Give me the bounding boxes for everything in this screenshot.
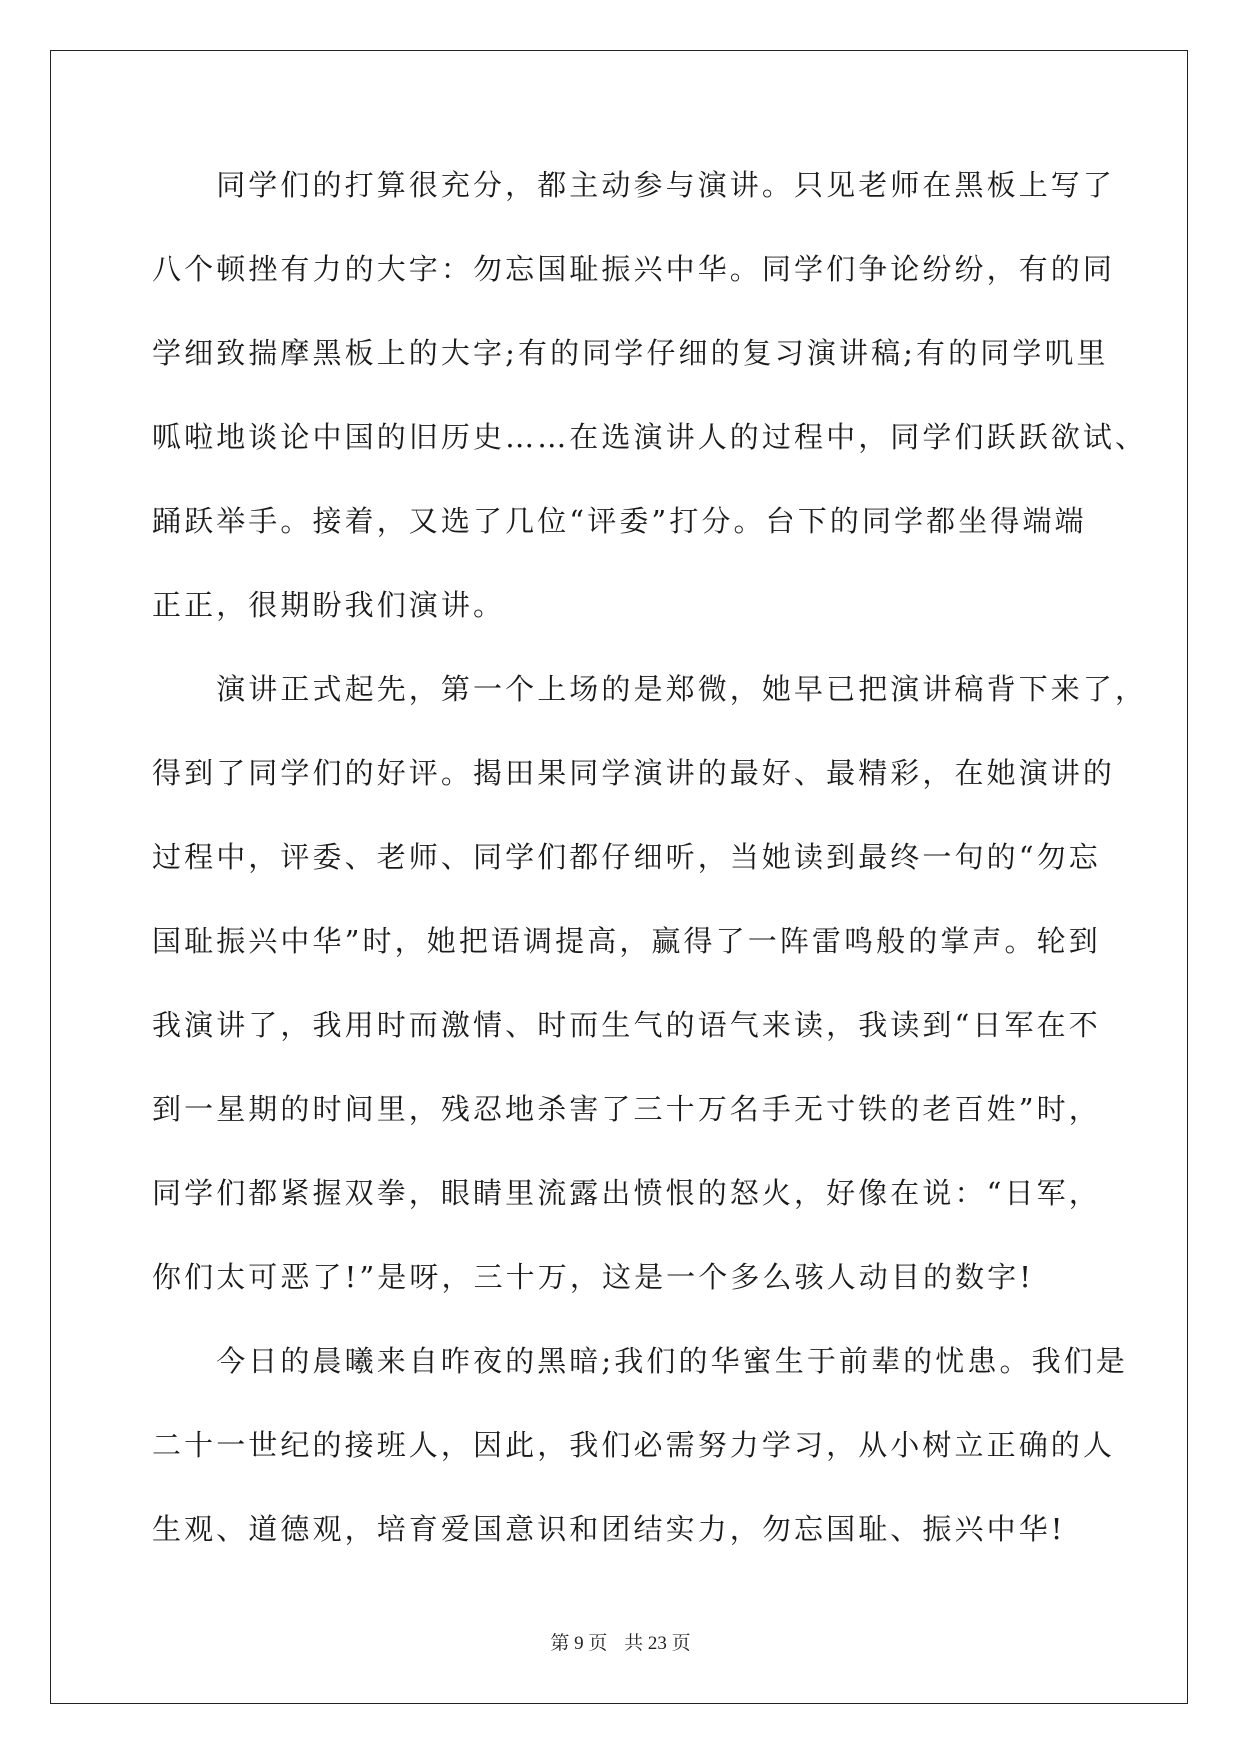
text-line: 学细致揣摩黑板上的大字;有的同学仔细的复习演讲稿;有的同学叽里: [152, 336, 1109, 370]
text-line: 八个顿挫有力的大字：勿忘国耻振兴中华。同学们争论纷纷，有的同: [152, 252, 1116, 286]
page-number: 第 9 页: [550, 1633, 608, 1654]
text-line: 你们太可恶了!”是呀，三十万，这是一个多么骇人动目的数字!: [152, 1260, 1035, 1294]
text-line: 生观、道德观，培育爱国意识和团结实力，勿忘国耻、振兴中华!: [152, 1512, 1066, 1546]
page-total: 共 23 页: [624, 1633, 691, 1654]
text-line: 过程中，评委、老师、同学们都仔细听，当她读到最终一句的“勿忘: [152, 840, 1101, 874]
text-line: 得到了同学们的好评。揭田果同学演讲的最好、最精彩，在她演讲的: [152, 756, 1116, 790]
text-line: 我演讲了，我用时而激情、时而生气的语气来读，我读到“日军在不: [152, 1008, 1101, 1042]
text-line: 踊跃举手。接着，又选了几位“评委”打分。台下的同学都坐得端端: [152, 504, 1087, 538]
page-footer: [0, 1628, 1241, 1655]
text-line: 同学们都紧握双拳，眼睛里流露出愤恨的怒火，好像在说：“日军，: [152, 1176, 1101, 1210]
document-body: [152, 160, 1148, 1588]
text-line: 正正，很期盼我们演讲。: [152, 588, 506, 622]
text-line: 演讲正式起先，第一个上场的是郑微，她早已把演讲稿背下来了，: [152, 672, 1148, 706]
text-line: 国耻振兴中华”时，她把语调提高，赢得了一阵雷鸣般的掌声。轮到: [152, 924, 1101, 958]
text-line: 今日的晨曦来自昨夜的黑暗;我们的华蜜生于前辈的忧患。我们是: [152, 1344, 1128, 1378]
text-line: 到一星期的时间里，残忍地杀害了三十万名手无寸铁的老百姓”时，: [152, 1092, 1101, 1126]
text-line: 同学们的打算很充分，都主动参与演讲。只见老师在黑板上写了: [152, 168, 1116, 202]
text-line: 二十一世纪的接班人，因此，我们必需努力学习，从小树立正确的人: [152, 1428, 1116, 1462]
text-line: 呱啦地谈论中国的旧历史……在选演讲人的过程中，同学们跃跃欲试、: [152, 420, 1148, 454]
